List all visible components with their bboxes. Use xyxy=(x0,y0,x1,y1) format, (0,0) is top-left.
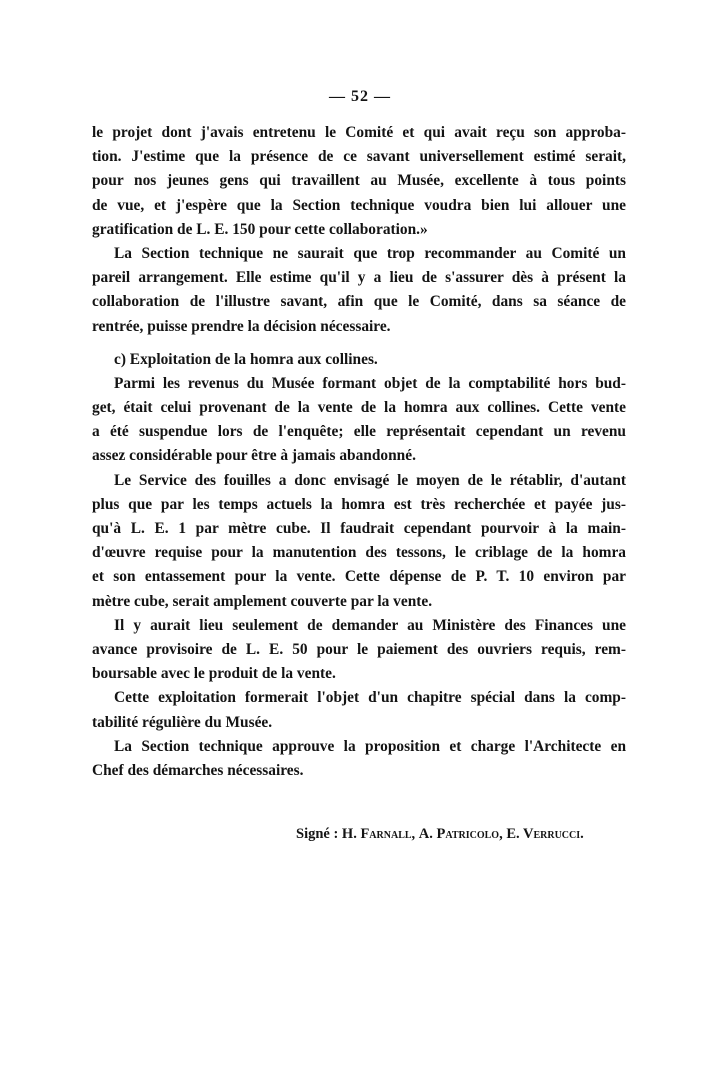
text-line: La Section technique ne saurait que trop recommander au Comité un xyxy=(114,244,626,262)
text-line: get, était celui provenant de la vente de la homra aux collines. Cette vente xyxy=(92,399,626,417)
signatory-name: A. Patricolo xyxy=(418,826,500,842)
text-line: Le Service des fouilles a donc envisagé le moyen de le rétablir, d'autant xyxy=(114,471,626,489)
section-heading: c) Exploitation de la homra aux collines. xyxy=(114,350,378,368)
text-line: Cette exploitation formerait l'objet d'un chapitre spécial dans la comp- xyxy=(114,689,626,707)
text-line: Il y aurait lieu seulement de demander au Ministère des Finances une xyxy=(114,616,626,634)
text-line: mètre cube, serait amplement couverte par la vente. xyxy=(92,592,433,610)
text-line: avance provisoire de L. E. 50 pour le paiement des ouvriers requis, rem- xyxy=(92,640,626,658)
text-line: gratification de L. E. 150 pour cette collaboration.» xyxy=(92,220,428,238)
signatory-name: H. Farnall xyxy=(341,826,412,842)
text-line: Chef des démarches nécessaires. xyxy=(92,761,304,779)
body-text xyxy=(92,121,626,783)
text-line: collaboration de l'illustre savant, afin que le Comité, dans sa séance de xyxy=(92,293,626,311)
text-line: rentrée, puisse prendre la décision nécessaire. xyxy=(92,317,391,335)
text-line: le projet dont j'avais entretenu le Comité et qui avait reçu son approba- xyxy=(92,124,626,141)
text-line: assez considérable pour être à jamais abandonné. xyxy=(92,447,416,465)
text-line: Parmi les revenus du Musée formant objet de la comptabilité hors bud- xyxy=(114,374,626,392)
text-line: d'œuvre requise pour la manutention des tessons, le criblage de la homra xyxy=(92,544,626,562)
text-line: pour nos jeunes gens qui travaillent au Musée, excellente à tous points xyxy=(92,172,626,190)
text-line: a été suspendue lors de l'enquête; elle représentait cependant un revenu xyxy=(92,423,626,441)
page-number: — 52 — xyxy=(329,88,391,105)
text-line: tabilité régulière du Musée. xyxy=(92,713,273,731)
text-line: La Section technique approuve la proposition et charge l'Architecte en xyxy=(114,737,626,755)
signature-label: Signé : xyxy=(296,826,342,842)
text-line: tion. J'estime que la présence de ce savant universellement estimé serait, xyxy=(92,148,626,166)
text-line: boursable avec le produit de la vente. xyxy=(92,665,336,683)
text-line: plus que par les temps actuels la homra est très recherchée et payée jus- xyxy=(92,495,626,513)
text-line: de vue, et j'espère que la Section technique voudra bien lui allouer une xyxy=(92,196,626,214)
text-line: et son entassement pour la vente. Cette dépense de P. T. 10 environ par xyxy=(92,568,626,586)
text-line: pareil arrangement. Elle estime qu'il y a lieu de s'assurer dès à présent la xyxy=(92,269,626,287)
signature-block: Signé : H. Farnall, A. Patricolo, E. Verrucci. xyxy=(296,826,584,842)
signatory-name: E. Verrucci xyxy=(506,826,581,842)
text-line: qu'à L. E. 1 par mètre cube. Il faudrait cependant pourvoir à la main- xyxy=(92,520,626,537)
